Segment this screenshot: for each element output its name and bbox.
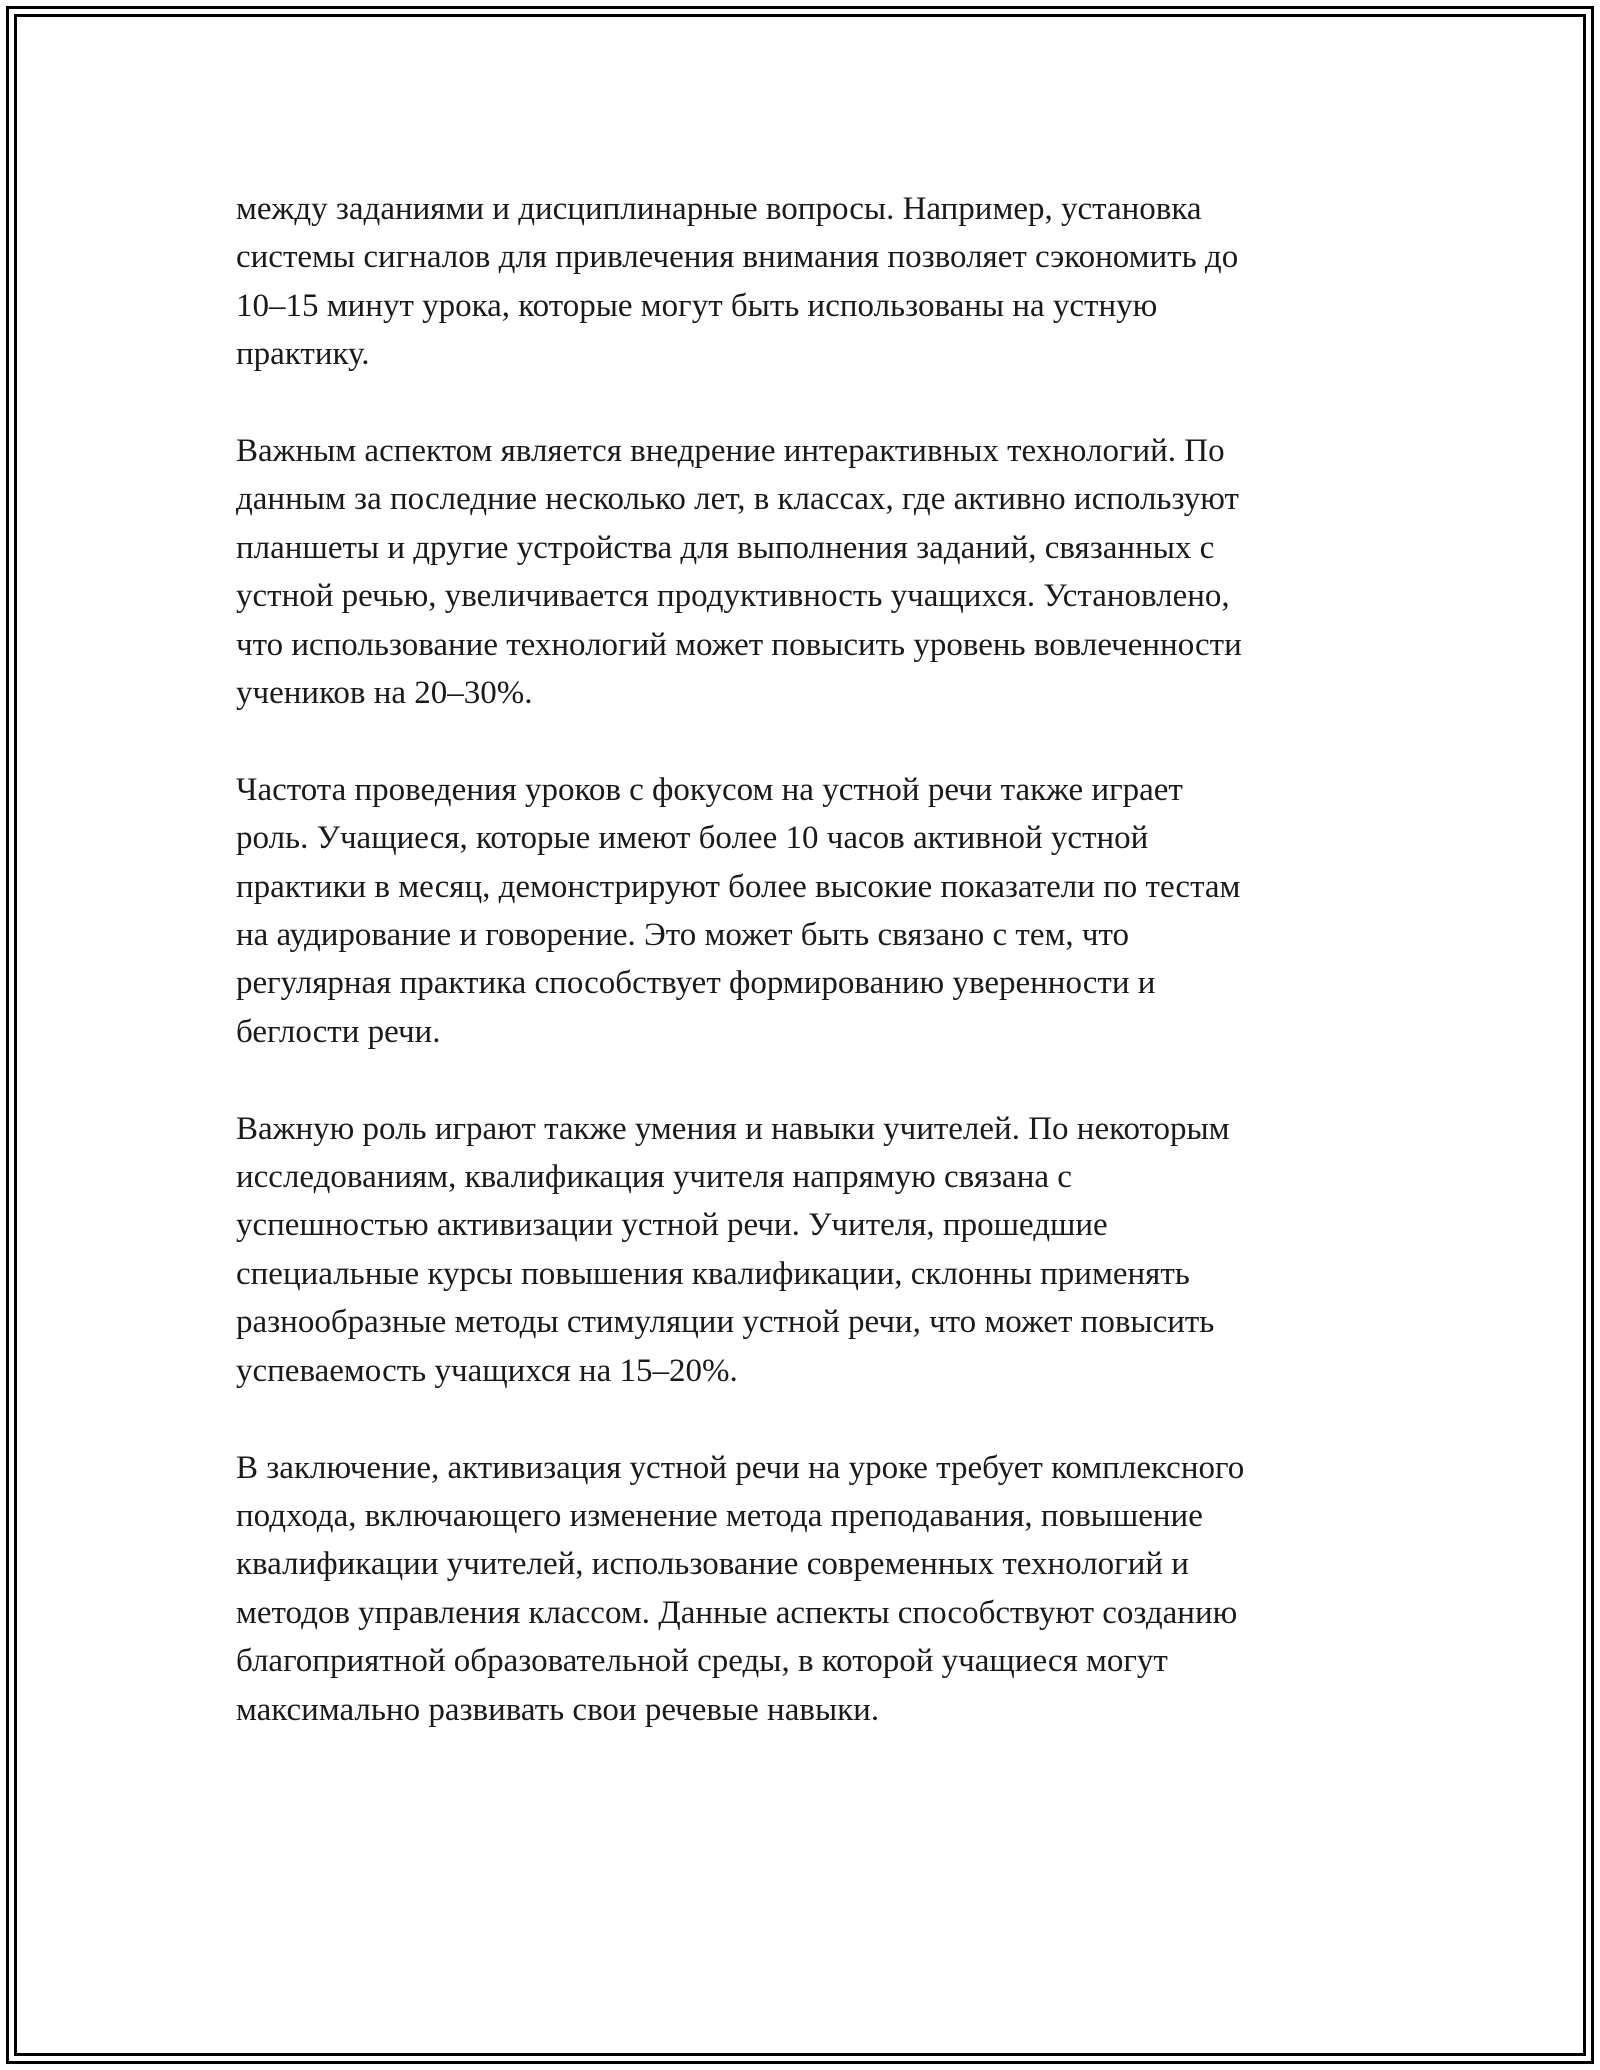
paragraph-line: квалификации учителей, использование современных технологий и [236,1546,1189,1583]
paragraph-line: Частота проведения уроков с фокусом на устной речи также играет [236,771,1183,808]
paragraph-line: роль. Учащиеся, которые имеют более 10 часов активной устной [236,820,1149,857]
paragraph-line: данным за последние несколько лет, в классах, где активно используют [236,481,1239,518]
document-body [236,185,1386,1782]
paragraph-line: подхода, включающего изменение метода преподавания, повышение [236,1497,1203,1534]
paragraph-2 [236,427,1386,717]
paragraph-line: учеников на 20–30%. [236,675,533,712]
paragraph-line: успеваемость учащихся на 15–20%. [236,1352,738,1389]
paragraph-line: успешностью активизации устной речи. Учителя, прошедшие [236,1207,1108,1244]
paragraph-line: регулярная практика способствует формированию уверенности и [236,965,1156,1002]
paragraph-line: исследованиям, квалификация учителя напрямую связана с [236,1159,1072,1196]
paragraph-line: 10–15 минут урока, которые могут быть использованы на устную [236,287,1158,324]
paragraph-line: разнообразные методы стимуляции устной речи, что может повысить [236,1304,1215,1341]
paragraph-line: между заданиями и дисциплинарные вопросы. Например, установка [236,191,1202,227]
paragraph-line: системы сигналов для привлечения внимания позволяет сэкономить до [236,239,1239,276]
paragraph-5 [236,1444,1386,1734]
paragraph-line: устной речью, увеличивается продуктивность учащихся. Установлено, [236,578,1230,615]
paragraph-line: Важным аспектом является внедрение интерактивных технологий. По [236,433,1225,470]
paragraph-line: практику. [236,336,370,373]
paragraph-line: методов управления классом. Данные аспекты способствуют созданию [236,1594,1238,1631]
paragraph-line: благоприятной образовательной среды, в которой учащиеся могут [236,1643,1168,1680]
paragraph-1 [236,185,1386,379]
paragraph-line: специальные курсы повышения квалификации, склонны применять [236,1255,1190,1292]
paragraph-line: что использование технологий может повысить уровень вовлеченности [236,626,1242,663]
paragraph-3 [236,766,1386,1056]
paragraph-line: Важную роль играют также умения и навыки учителей. По некоторым [236,1110,1230,1147]
paragraph-line: В заключение, активизация устной речи на уроке требует комплексного [236,1449,1245,1486]
paragraph-line: максимально развивать свои речевые навыки. [236,1691,880,1728]
paragraph-4 [236,1105,1386,1395]
paragraph-line: планшеты и другие устройства для выполнения заданий, связанных с [236,529,1215,566]
paragraph-line: беглости речи. [236,1013,441,1050]
paragraph-line: на аудирование и говорение. Это может быть связано с тем, что [236,917,1129,954]
paragraph-line: практики в месяц, демонстрируют более высокие показатели по тестам [236,868,1241,905]
